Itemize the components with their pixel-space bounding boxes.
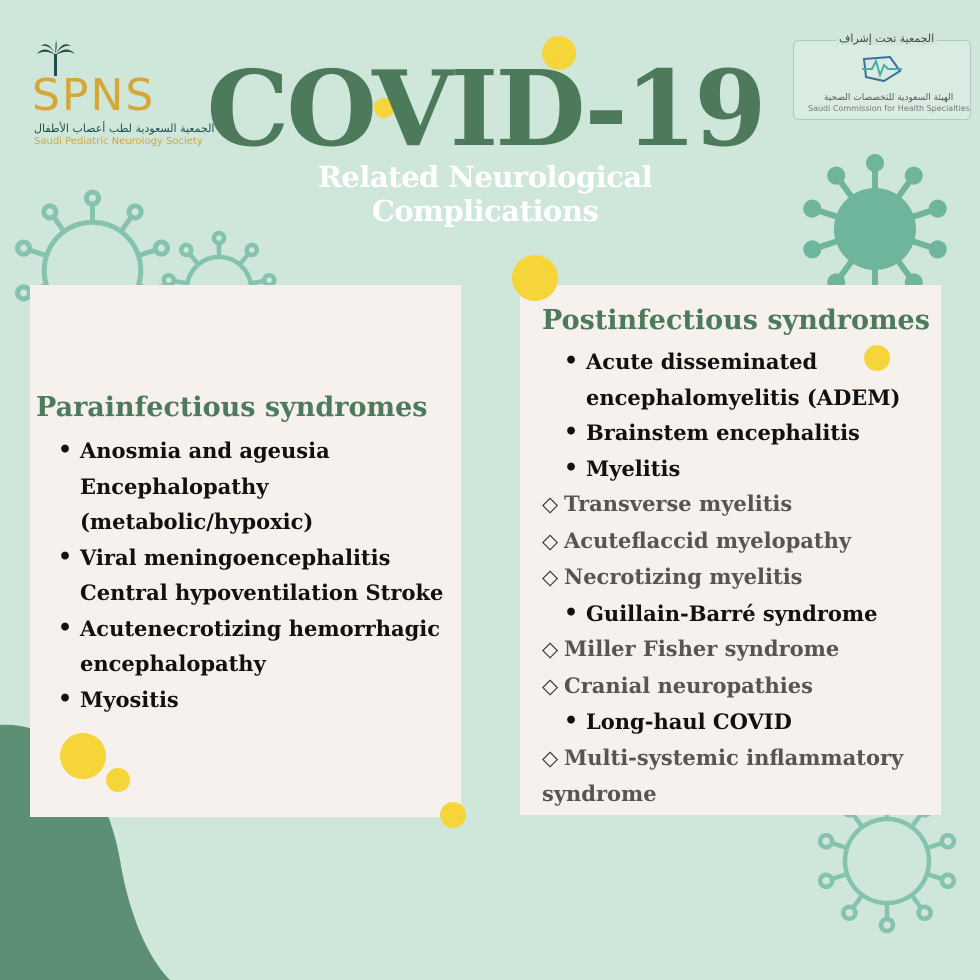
list-item-text: Viral meningoencephalitis (80, 544, 391, 570)
list-item (36, 540, 443, 576)
list-item-text: Guillain-Barré syndrome (586, 600, 878, 626)
list-item-text: Cranial neuropathies (564, 672, 813, 698)
list-item-text: Central hypoventilation Stroke (80, 580, 444, 605)
list-item (542, 380, 903, 416)
list-item (542, 596, 903, 632)
list-item-text: Multi-systemic inflammatory (564, 744, 904, 770)
list-item-text: Necrotizing myelitis (564, 564, 803, 589)
list-item-text: Encephalopathy (80, 473, 269, 499)
list-item (542, 486, 903, 523)
spns-logo (28, 40, 215, 150)
list-item-text: Acute disseminated (586, 349, 818, 374)
parainfectious-list (36, 433, 443, 717)
list-item (36, 469, 443, 505)
list-item (542, 776, 903, 812)
list-item-text: Myelitis (586, 455, 681, 481)
diamond-icon: ◇ (542, 492, 559, 516)
list-item (36, 433, 443, 469)
list-item (36, 611, 443, 647)
list-item (542, 415, 903, 451)
list-item (542, 631, 903, 668)
list-item (542, 668, 903, 705)
list-item-text: Long-haul COVID (586, 709, 792, 734)
logo-right-top-text: الجمعية تحت إشراف (836, 32, 937, 45)
list-item-text: encephalomyelitis (ADEM) (586, 384, 901, 410)
list-item (542, 344, 903, 380)
list-item-text: Myositis (80, 686, 179, 712)
list-item-text: encephalopathy (80, 651, 266, 676)
page-title: COVID-19 (206, 47, 764, 170)
virus-icon (798, 152, 952, 306)
diamond-icon: ◇ (542, 565, 559, 589)
list-item-text: syndrome (542, 781, 657, 806)
yellow-dot (106, 768, 130, 792)
list-item (542, 559, 903, 596)
logo-english-name: Saudi Pediatric Neurology Society (34, 136, 203, 147)
heartbeat-hand-icon (860, 53, 904, 83)
logo-right-english-name: Saudi Commission for Health Specialties (808, 104, 970, 113)
list-item-text: Miller Fisher syndrome (564, 636, 840, 661)
diamond-icon: ◇ (542, 673, 559, 698)
yellow-dot (60, 733, 106, 779)
page-subtitle: Related Neurological Complications (317, 160, 653, 228)
yellow-dot (512, 255, 558, 301)
logo-arabic-name: الجمعية السعودية لطب أعصاب الأطفال (34, 122, 215, 135)
list-item (36, 575, 443, 611)
postinfectious-list (542, 344, 903, 812)
list-item (36, 504, 443, 540)
diamond-icon: ◇ (542, 528, 559, 553)
list-item (542, 704, 903, 740)
logo-text: SPNS (32, 70, 156, 121)
list-item (36, 646, 443, 682)
parainfectious-title: Parainfectious syndromes (36, 392, 428, 423)
logo-right-arabic-name: الهيئة السعودية للتخصصات الصحية (824, 93, 954, 103)
list-item-text: Acutenecrotizing hemorrhagic (80, 615, 441, 641)
list-item (36, 682, 443, 718)
list-item-text: Brainstem encephalitis (586, 420, 860, 445)
list-item (542, 740, 903, 777)
list-item-text: (metabolic/hypoxic) (80, 509, 314, 534)
list-item (542, 451, 903, 487)
yellow-dot (440, 802, 466, 828)
commission-logo (793, 32, 971, 120)
postinfectious-title: Postinfectious syndromes (542, 305, 930, 336)
list-item-text: Acuteflaccid myelopathy (564, 527, 852, 553)
diamond-icon: ◇ (542, 745, 559, 770)
list-item-text: Anosmia and ageusia (80, 438, 330, 463)
list-item-text: Transverse myelitis (564, 491, 793, 516)
list-item (542, 523, 903, 560)
diamond-icon: ◇ (542, 637, 559, 661)
